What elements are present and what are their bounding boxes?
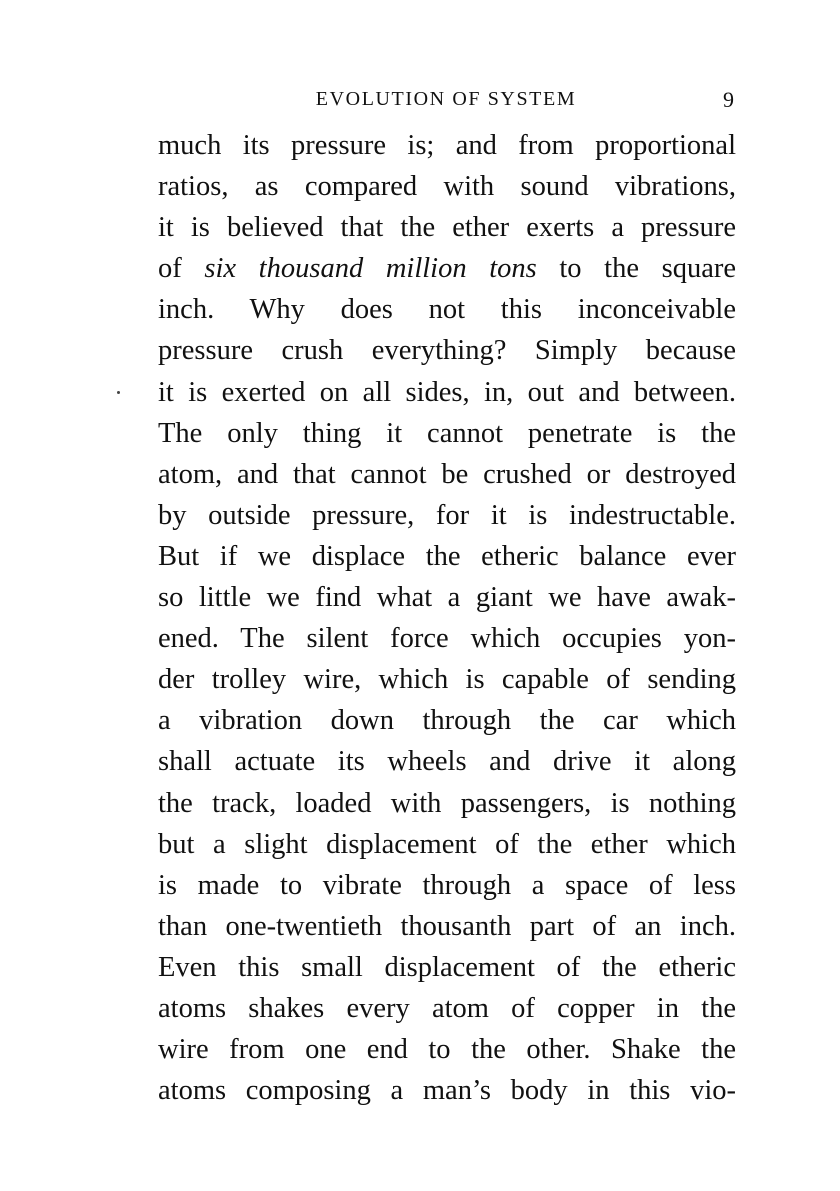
text-line: but a slight displacement of the ether which bbox=[158, 828, 736, 860]
text-line: der trolley wire, which is capable of sending bbox=[158, 664, 736, 696]
text-line: so little we find what a giant we have awak- bbox=[158, 582, 736, 614]
text-line: atoms shakes every atom of copper in the bbox=[158, 992, 736, 1024]
text-line: atom, and that cannot be crushed or destroyed bbox=[158, 458, 736, 490]
text-line: much its pressure is; and from proportional bbox=[158, 130, 736, 161]
text-line: by outside pressure, for it is indestructable. bbox=[158, 499, 736, 531]
running-title: EVOLUTION OF SYSTEM bbox=[315, 88, 577, 110]
text-line: than one-twentieth thousanth part of an inch. bbox=[158, 910, 736, 942]
text-line: Even this small displacement of the etheric bbox=[158, 951, 736, 983]
text-line: the track, loaded with passengers, is nothing bbox=[158, 787, 736, 819]
text-line-italic-phrase bbox=[158, 248, 736, 289]
running-head bbox=[158, 84, 734, 114]
text-line: it is exerted on all sides, in, out and between. bbox=[158, 376, 736, 408]
line-prefix: of bbox=[158, 253, 182, 285]
text-line: pressure crush everything? Simply because bbox=[158, 335, 736, 367]
text-line: is made to vibrate through a space of less bbox=[158, 869, 736, 901]
margin-mark bbox=[117, 391, 120, 394]
text-line: ened. The silent force which occupies yon- bbox=[158, 623, 736, 655]
text-line: inch. Why does not this inconceivable bbox=[158, 294, 736, 326]
text-line: it is believed that the ether exerts a pressure bbox=[158, 212, 736, 244]
text-line: The only thing it cannot penetrate is the bbox=[158, 417, 736, 449]
text-line: shall actuate its wheels and drive it along bbox=[158, 746, 736, 778]
text-line: a vibration down through the car which bbox=[158, 705, 736, 737]
body-text bbox=[158, 125, 736, 1111]
text-line: atoms composing a man’s body in this vio- bbox=[158, 1075, 736, 1107]
italic-phrase: six thousand million tons bbox=[204, 253, 537, 285]
text-line: But if we displace the etheric balance ever bbox=[158, 540, 736, 572]
page-number: 9 bbox=[723, 87, 734, 112]
line-suffix: to the square bbox=[559, 253, 737, 285]
text-line: ratios, as compared with sound vibrations, bbox=[158, 171, 736, 203]
text-line: wire from one end to the other. Shake the bbox=[158, 1034, 736, 1066]
